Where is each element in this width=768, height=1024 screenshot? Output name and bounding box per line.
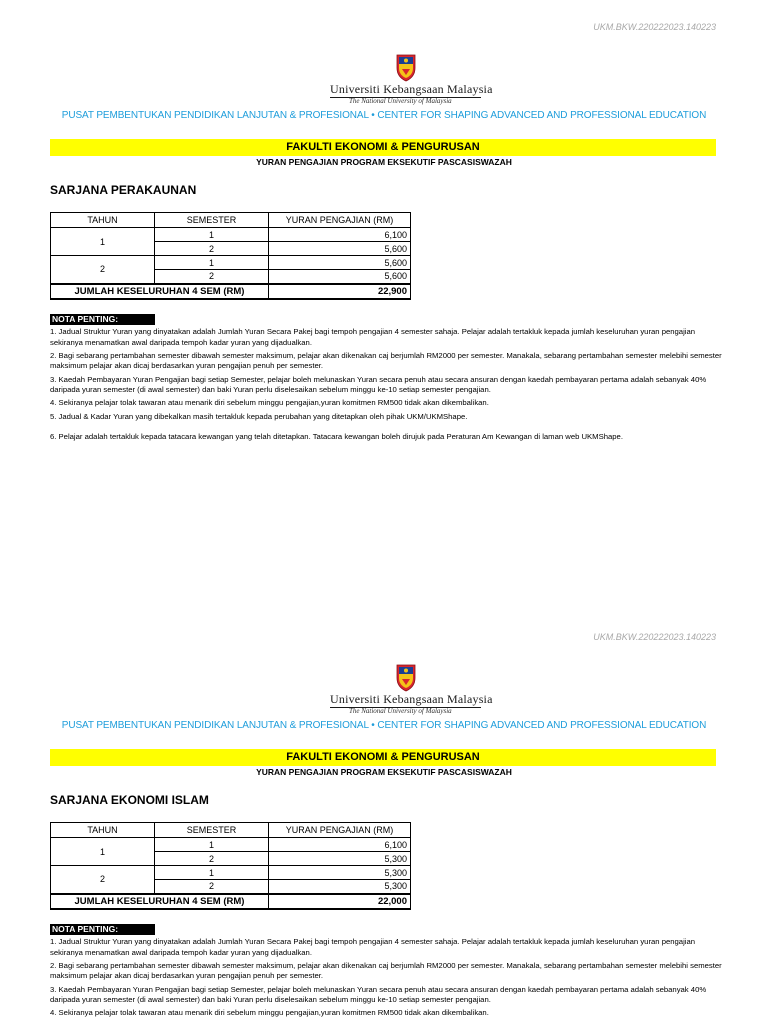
fee-cell: 5,600 [269,242,411,256]
semester-cell: 1 [155,256,269,270]
note-item: 4. Sekiranya pelajar tolak tawaran atau menarik diri sebelum minggu pengajian,yuran komitmen RM500 tidak akan dikembalikan. [50,398,489,408]
note-item: 3. Kaedah Pembayaran Yuran Pengajian bagi setiap Semester, pelajar boleh melunaskan Yuran secara penuh atau secara ansuran dengan kaedah pembayaran pertama adalah sebanyak 40% daripada yuran semester (di awal semester) dan baki Yuran perlu diselesaikan sebelum minggu ke-10 setiap semester pengajian. [50,984,707,1005]
reference-code: UKM.BKW.220222023.140223 [593,22,716,32]
header-semester: SEMESTER [155,823,269,838]
note-item: 6. Pelajar adalah tertakluk kepada tatacara kewangan yang telah ditetapkan. Tatacara kewangan boleh dirujuk pada Peraturan Am Kewangan di laman web UKMShape. [50,432,623,442]
total-value: 22,000 [269,894,411,909]
table-header-row [51,823,411,838]
faculty-banner: FAKULTI EKONOMI & PENGURUSAN [50,749,716,766]
total-value: 22,900 [269,284,411,299]
university-crest-logo [395,662,417,692]
table-row [51,866,411,880]
semester-cell: 2 [155,242,269,256]
notes-list [50,937,725,1022]
total-row [51,284,411,299]
nota-penting-heading: NOTA PENTING: [50,314,155,325]
year-cell: 2 [51,256,155,284]
university-name: Universiti Kebangsaan Malaysia [330,692,493,706]
note-item: 1. Jadual Struktur Yuran yang dinyatakan adalah Jumlah Yuran Secara Pakej bagi tempoh pengajian 4 semester sahaja. Pelajar adalah tertakluk kepada jumlah keseluruhan yuran pengajian sekiranya menamatkan awal daripada tempoh kadar yuran yang dijadualkan. [50,937,696,957]
note-item: 3. Kaedah Pembayaran Yuran Pengajian bagi setiap Semester, pelajar boleh melunaskan Yuran secara penuh atau secara ansuran dengan kaedah pembayaran pertama adalah sebanyak 40% daripada yuran semester (di awal semester) dan baki Yuran perlu diselesaikan sebelum minggu ke-10 setiap semester pengajian. [50,374,707,395]
note-item: 2. Bagi sebarang pertambahan semester dibawah semester maksimum, pelajar akan dikenakan caj berjumlah RM2000 per semester. Manakala, sebarang pertambahan semester melebihi semester maksimum pelajar akan dicaj berdasarkan yuran pengajian penuh per semester. [50,350,722,371]
fee-table [50,212,411,300]
fee-subtitle: YURAN PENGAJIAN PROGRAM EKSEKUTIF PASCASISWAZAH [256,767,512,777]
fee-page-2 [0,610,768,1024]
note-item: 2. Bagi sebarang pertambahan semester dibawah semester maksimum, pelajar akan dikenakan caj berjumlah RM2000 per semester. Manakala, sebarang pertambahan semester melebihi semester maksimum pelajar akan dicaj berdasarkan yuran pengajian penuh per semester. [50,960,722,981]
university-tagline: The National University of Malaysia [349,97,452,105]
fee-cell: 5,600 [269,256,411,270]
university-tagline: The National University of Malaysia [349,707,452,715]
table-row [51,228,411,242]
fee-cell: 5,300 [269,852,411,866]
reference-code: UKM.BKW.220222023.140223 [593,632,716,642]
note-item: 4. Sekiranya pelajar tolak tawaran atau menarik diri sebelum minggu pengajian,yuran komitmen RM500 tidak akan dikembalikan. [50,1008,489,1018]
semester-cell: 1 [155,228,269,242]
center-name-line: PUSAT PEMBENTUKAN PENDIDIKAN LANJUTAN & PROFESIONAL • CENTER FOR SHAPING ADVANCED AND PROFESSIONAL EDUCATION [61,110,707,121]
total-label: JUMLAH KESELURUHAN 4 SEM (RM) [51,894,269,909]
faculty-banner: FAKULTI EKONOMI & PENGURUSAN [50,139,716,156]
university-crest-logo [395,52,417,82]
semester-cell: 2 [155,880,269,894]
program-title: SARJANA PERAKAUNAN [50,183,197,197]
total-row [51,894,411,909]
table-row [51,256,411,270]
header-tahun: TAHUN [51,823,155,838]
fee-subtitle: YURAN PENGAJIAN PROGRAM EKSEKUTIF PASCASISWAZAH [256,157,512,167]
semester-cell: 1 [155,838,269,852]
fee-cell: 6,100 [269,228,411,242]
note-item: 1. Jadual Struktur Yuran yang dinyatakan adalah Jumlah Yuran Secara Pakej bagi tempoh pengajian 4 semester sahaja. Pelajar adalah tertakluk kepada jumlah keseluruhan yuran pengajian sekiranya menamatkan awal daripada tempoh kadar yuran yang dijadualkan. [50,327,696,347]
total-label: JUMLAH KESELURUHAN 4 SEM (RM) [51,284,269,299]
fee-cell: 5,600 [269,270,411,284]
table-header-row [51,213,411,228]
fee-cell: 5,300 [269,880,411,894]
semester-cell: 2 [155,270,269,284]
table-row [51,838,411,852]
header-tahun: TAHUN [51,213,155,228]
header-semester: SEMESTER [155,213,269,228]
semester-cell: 1 [155,866,269,880]
center-name-line: PUSAT PEMBENTUKAN PENDIDIKAN LANJUTAN & PROFESIONAL • CENTER FOR SHAPING ADVANCED AND PROFESSIONAL EDUCATION [61,720,707,731]
notes-list [50,327,725,445]
header-yuran: YURAN PENGAJIAN (RM) [269,213,411,228]
fee-table [50,822,411,910]
header-yuran: YURAN PENGAJIAN (RM) [269,823,411,838]
university-name: Universiti Kebangsaan Malaysia [330,82,493,96]
semester-cell: 2 [155,852,269,866]
fee-cell: 6,100 [269,838,411,852]
nota-penting-heading: NOTA PENTING: [50,924,155,935]
year-cell: 1 [51,228,155,256]
year-cell: 2 [51,866,155,894]
year-cell: 1 [51,838,155,866]
fee-cell: 5,300 [269,866,411,880]
note-item: 5. Jadual & Kadar Yuran yang dibekalkan masih tertakluk kepada perubahan yang ditetapkan oleh pihak UKM/UKMShape. [50,411,468,421]
program-title: SARJANA EKONOMI ISLAM [50,793,209,807]
